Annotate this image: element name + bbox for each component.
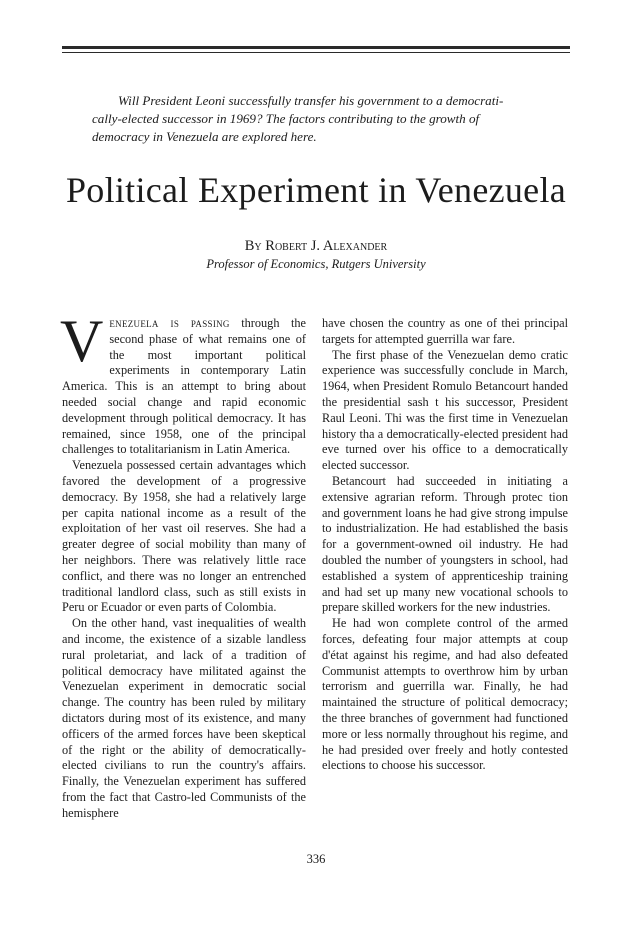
body-paragraph-2: Venezuela possessed certain advantages which favored the development of a progressive democracy. By 1958, she had a relatively large per capita national income as a result of the exploitation of her vast oil reserves. She had a greater degree of social mobility than many of her neighbors. There was relatively little race conflict, and there was no longer an entrenched traditional landlord class, such as still exists in Peru or Ecuador or even parts of Colombia. (62, 458, 306, 615)
body-paragraph-4: have chosen the country as one of thei principal targets for attempted guerrilla war fare. (322, 316, 568, 346)
lead-in-small-caps: enezuela is passing (109, 316, 230, 330)
paragraph-1-text: through the second phase of what remains one of the most important political experiments in contemporary Latin America. This is an attempt to bring about needed social change and rapid economic development through political democracy. It has remained, since 1958, one of the principal challenges to totalitarianism in Latin America. (62, 316, 306, 457)
intro-first-line: Will President Leoni successfully transfer his government to a democrati- (118, 93, 504, 108)
body-column-left (60, 308, 306, 822)
drop-cap: V (60, 308, 104, 374)
body-paragraph-1 (60, 308, 306, 458)
author-byline: By Robert J. Alexander (244, 238, 388, 254)
body-paragraph-6: Betancourt had succeeded in initiating a extensive agrarian reform. Through protec tion and government loans he had give strong impulse to industrialization. He had established the basis for a government-owned oil industry. He had doubled the number of youngsters in school, had established a system of apprenticeship training and had set up many new vocational schools to prepare skilled workers for the new industries. (322, 473, 568, 615)
author-affiliation: Professor of Economics, Rutgers University (206, 257, 426, 271)
body-paragraph-3: On the other hand, vast inequalities of wealth and income, the existence of a sizable landless rural proletariat, and lack of a tradition of political democracy have militated against the Venezuelan experiment in democratic social change. The country has been ruled by military dictators during most of its existence, and many officers of the armed forces have been skeptical of the right or the ability of democratically-elected civilians to run the country's affairs. Finally, the Venezuelan experiment has suffered from the fact that Castro-led Communists of the hemisphere (62, 616, 306, 820)
article-intro (92, 92, 530, 146)
body-paragraph-7: He had won complete control of the armed forces, defeating four major attempts at coup d'état against his regime, and had also defeated Communist attempts to overthrow him by urban terrorism and guerrilla war. Finally, he had maintained the structure of political democracy; the three branches of government had functioned more or less normally throughout his regime, and he had presided over freely and hotly contested elections to choose his successor. (322, 616, 568, 773)
page-number: 336 (306, 852, 326, 866)
body-paragraph-5: The first phase of the Venezuelan demo cratic experience was successfully conclude in March, 1964, when President Romulo Betancourt handed the presidential sash t his successor, President Raul Leoni. Thi was the first time in Venezuelan history tha a democratically-elected president had eve turned over his office to a democratically elected successor. (322, 347, 568, 473)
header-rule-thin (62, 52, 570, 53)
intro-remaining-text: cally-elected successor in 1969? The factors contributing to the growth of democracy in Venezuela are explored here. (92, 111, 480, 144)
article-title: Political Experiment in Venezuela (65, 170, 567, 210)
header-rule-thick (62, 46, 570, 49)
body-column-right (322, 316, 568, 774)
